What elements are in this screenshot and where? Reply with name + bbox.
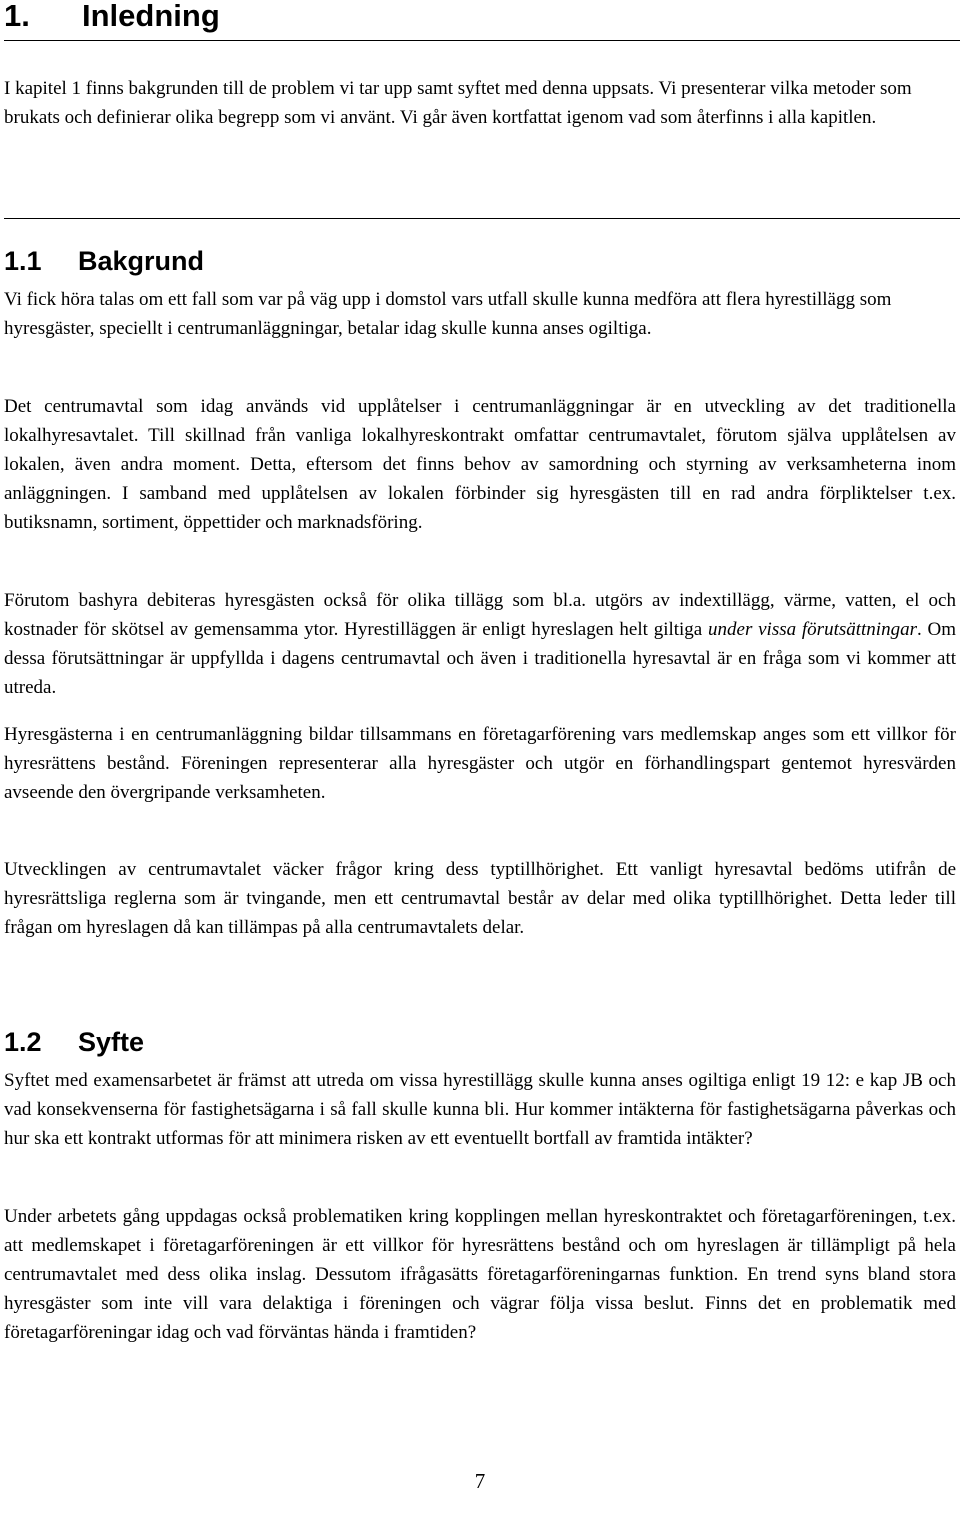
chapter-heading <box>4 0 220 40</box>
section-number: 1.2 <box>4 1027 42 1057</box>
page-number: 7 <box>474 1469 486 1493</box>
bakgrund-paragraph-5: Utvecklingen av centrumavtalet väcker frågor kring dess typtillhörighet. Ett vanligt hyresavtal bedöms utifrån de hyresrättsliga reglerna som är tvingande, men ett centrumavtal består av delar med olika typtillhörighet. Detta leder till frågan om hyreslagen då kan tillämpas på alla centrumavtalets delar. <box>4 859 956 938</box>
bakgrund-paragraph-4: Hyresgästerna i en centrumanläggning bildar tillsammans en företagarförening vars medlemskap anges som ett villkor för hyresrättens bestånd. Föreningen representerar alla hyresgäster och utgör en förhandlingspart gentemot hyresvärden avseende den övergripande verksamheten. <box>4 724 956 803</box>
chapter-number: 1. <box>4 0 30 33</box>
chapter-rule <box>4 40 960 41</box>
emphasis-text: under vissa förutsättningar <box>708 619 917 640</box>
syfte-paragraph-2: Under arbetets gång uppdagas också problematiken kring kopplingen mellan hyreskontraktet och företagarföreningen, t.ex. att medlemskapet i företagarföreningen är ett villkor för hyresrättens bestånd och om hyreslagen är tillämpligt på hela centrumavtalet med dess olika inslag. Dessutom ifrågasätts företagarföreningarnas funktion. En trend syns bland stora hyresgäster som inte vill vara delaktiga i föreningen och vägrar följa vissa beslut. Finns det en problematik med företagarföreningar idag och vad förväntas hända i framtiden? <box>4 1206 956 1343</box>
section-title: Bakgrund <box>78 246 205 276</box>
section-rule <box>4 218 960 219</box>
bakgrund-paragraph-2: Det centrumavtal som idag används vid upplåtelser i centrumanläggningar är en utveckling av det traditionella lokalhyresavtalet. Till skillnad från vanliga lokalhyreskontrakt omfattar centrumavtalet, förutom själva upplåtelsen av lokalen, även andra moment. Detta, eftersom det finns behov av samordning och styrning av verksamheterna inom anläggningen. I samband med upplåtelsen av lokalen förbinder sig hyresgästen till en rad andra förpliktelser t.ex. butiksnamn, sortiment, öppettider och marknadsföring. <box>4 396 956 533</box>
section-heading-syfte <box>4 1025 144 1059</box>
section-number: 1.1 <box>4 246 42 276</box>
syfte-paragraph-1: Syftet med examensarbetet är främst att utreda om vissa hyrestillägg skulle kunna anses ogiltiga enligt 19 12: e kap JB och vad konsekvenserna för fastighetsägarna i så fall skulle kunna bli. Hur kommer intäkterna för fastighetsägarna påverkas och hur ska ett kontrakt utformas för att minimera risken av ett eventuellt bortfall av framtida intäkter? <box>4 1070 956 1149</box>
paragraph-text: . Om dessa förutsättningar är uppfyllda i dagens centrumavtal och även i traditionella hyresavtal är en fråga som vi kommer att utreda. <box>4 619 956 698</box>
intro-paragraph: I kapitel 1 finns bakgrunden till de problem vi tar upp samt syftet med denna uppsats. Vi presenterar vilka metoder som brukats och definierar olika begrepp som vi använt. Vi går även kortfattat igenom vad som återfinns i alla kapitlen. <box>4 78 912 128</box>
bakgrund-paragraph-1: Vi fick höra talas om ett fall som var på väg upp i domstol vars utfall skulle kunna medföra att flera hyrestillägg som hyresgäster, speciellt i centrumanläggningar, betalar idag skulle kunna anses ogiltiga. <box>4 289 892 339</box>
paragraph-text: Förutom bashyra debiteras hyresgästen också för olika tillägg som bl.a. utgörs av indextillägg, värme, vatten, el och kostnader för skötsel av gemensamma ytor. Hyrestilläggen är enligt hyreslagen helt giltiga <box>4 590 956 640</box>
chapter-title: Inledning <box>82 0 220 33</box>
section-heading-bakgrund <box>4 244 204 278</box>
section-title: Syfte <box>78 1027 145 1057</box>
bakgrund-paragraph-3 <box>4 586 956 702</box>
